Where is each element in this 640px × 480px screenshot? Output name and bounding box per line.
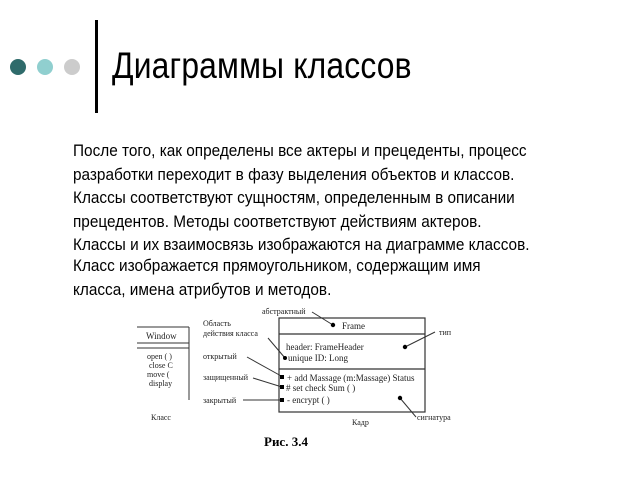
text-line: прецедентов. Методы соответствуют действиям актеров.	[73, 212, 482, 231]
window-method: close C	[149, 361, 173, 370]
window-method: open ( )	[147, 352, 172, 361]
frame-attribute: header: FrameHeader	[286, 342, 364, 352]
label-signature: сигнатура	[417, 413, 451, 422]
text-line: Классы соответствуют сущностям, определенным в описании	[73, 189, 515, 207]
label-private: закрытый	[203, 396, 237, 405]
label-scope: действия класса	[203, 329, 258, 338]
frame-class-name: Frame	[342, 321, 365, 331]
callout-lines	[243, 312, 435, 417]
slide-title: Диаграммы классов	[112, 45, 412, 86]
frame-attribute: unique ID: Long	[288, 353, 348, 363]
label-protected: защищенный	[203, 373, 249, 382]
text-line: После того, как определены все актеры и прецеденты, процесс	[73, 142, 527, 160]
window-class-caption: Класс	[151, 413, 171, 422]
label-type: тип	[439, 328, 452, 337]
window-method: move (	[147, 370, 170, 379]
text-line: Классы и их взаимосвязь изображаются на диаграмме классов.	[73, 236, 530, 254]
label-abstract: абстрактный	[262, 307, 306, 316]
frame-method: - encrypt ( )	[287, 395, 330, 405]
frame-method: # set check Sum ( )	[286, 383, 356, 393]
label-scope: Область	[203, 319, 231, 328]
figure-caption: Рис. 3.4	[264, 434, 308, 449]
frame-class-caption: Кадр	[352, 418, 369, 427]
frame-method: + add Massage (m:Massage) Status	[287, 373, 415, 383]
text-line: разработки переходит в фазу выделения объектов и классов.	[73, 165, 515, 184]
window-class-name: Window	[146, 331, 177, 341]
text-line: класса, имена атрибутов и методов.	[73, 280, 332, 299]
label-public: открытый	[203, 352, 237, 361]
text-line: Класс изображается прямоугольником, содержащим имя	[73, 257, 481, 275]
window-method: display	[149, 379, 173, 388]
